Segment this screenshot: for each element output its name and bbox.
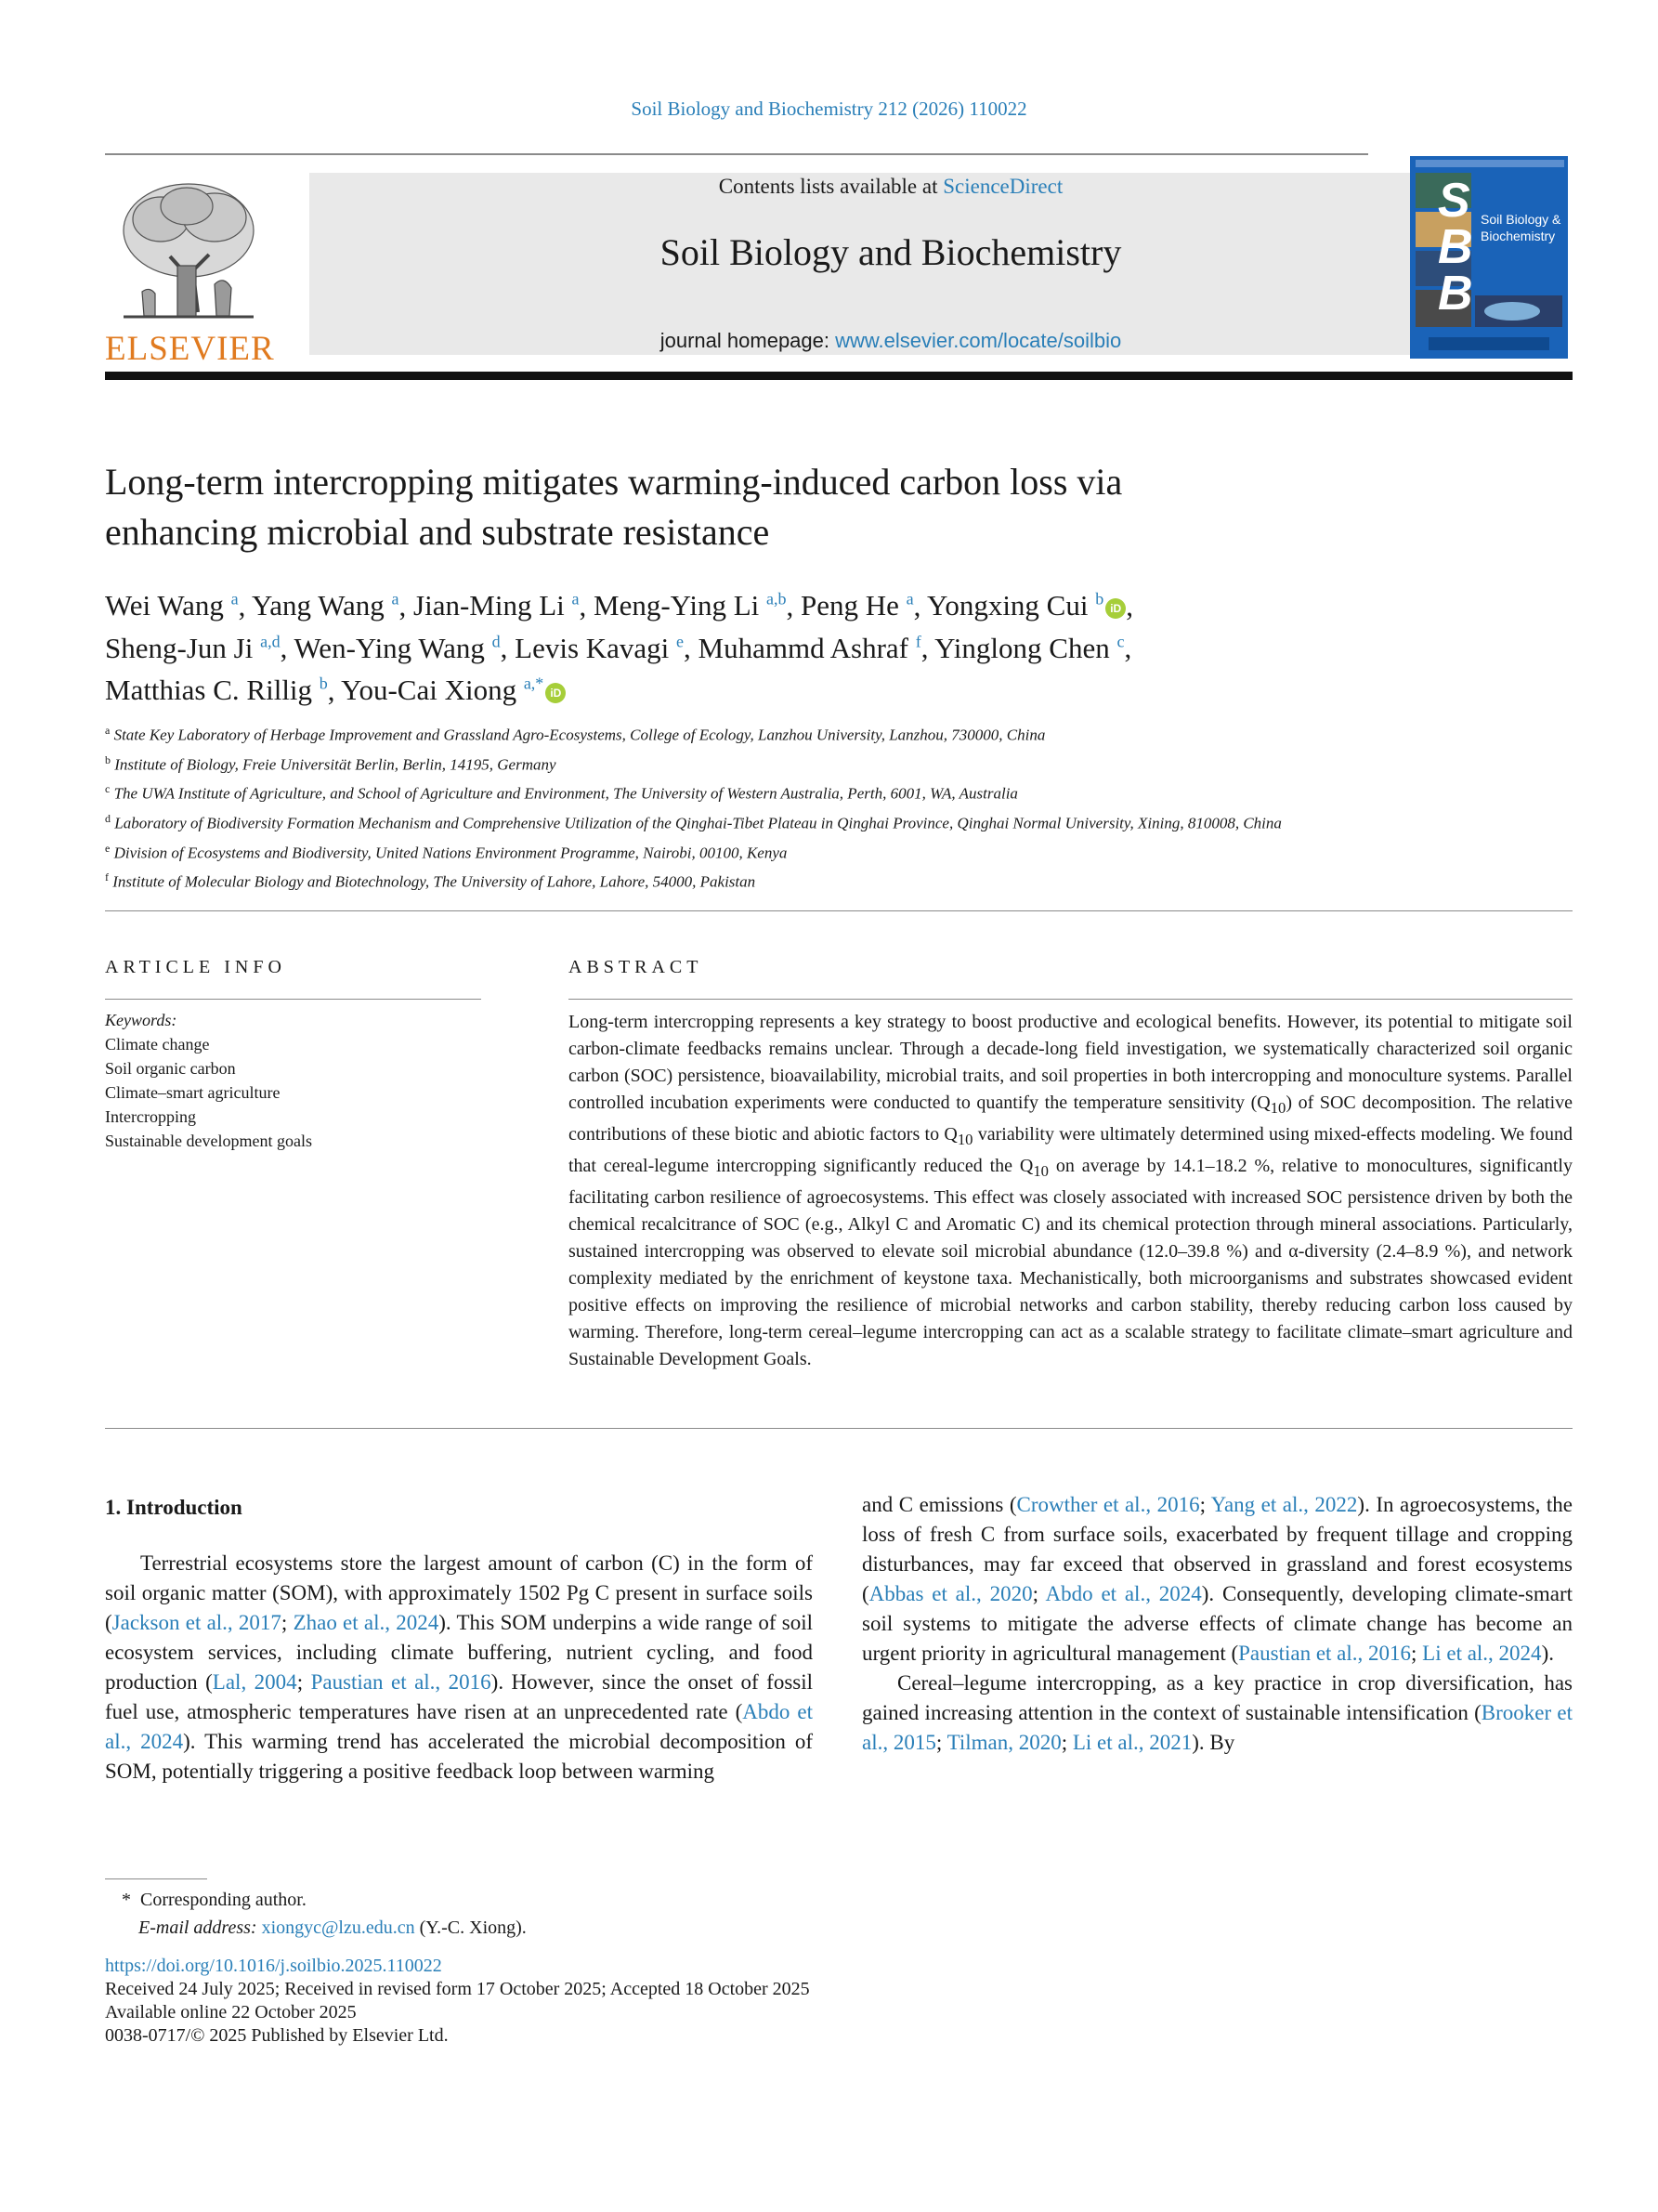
citation-link[interactable]: Li et al., 2024 [1422, 1642, 1542, 1665]
citation-link[interactable]: Lal, 2004 [212, 1670, 297, 1694]
affiliation: $^a$ State Key Laboratory of Herbage Improvement and Grassland Agro-Ecosystems, College of Ecology, Lanzhou University, Lanzhou, 730000, China [105, 724, 1046, 744]
affiliations-divider [105, 910, 1573, 911]
homepage-line [309, 329, 1472, 353]
journal-cover-thumbnail[interactable] [1410, 156, 1568, 359]
author[interactable]: Peng He $^a$ [801, 589, 914, 622]
citation-link[interactable]: Abbas et al., 2020 [868, 1582, 1033, 1605]
article-title [105, 457, 1573, 557]
author-list: Wei Wang $^a$, Yang Wang $^a$, Jian-Ming Li $^a$, Meng-Ying Li $^{a,b}$, Peng He $^a$, Yongxing Cui $^b$iD , Sheng-Jun Ji $^{a,d}$, Wen-Ying Wang $^d$, Levis Kavagi $^e$, Muhammd Ashraf $^f$, Yinglong Chen $^c$, Matthias C. Rillig $^b$, You-Cai Xiong $^{a,*}$iD [105, 589, 1133, 706]
journal-header-box [309, 173, 1472, 355]
keyword: Sustainable development goals [105, 1132, 312, 1150]
keyword: Intercropping [105, 1107, 196, 1126]
cover-letter-s: S [1438, 174, 1470, 228]
keyword: Soil organic carbon [105, 1059, 236, 1078]
introduction-heading: 1. Introduction [105, 1496, 242, 1519]
intro-paragraph-1: Terrestrial ecosystems store the largest amount of carbon (C) in the form of soil organic matter (SOM), with approximately 1502 Pg C present in surface soils (Jackson et al., 2017; Zhao et al., 2024). This SOM underpins a wide range of soil ecosystem services, including climate buffering, nutrient cycling, and food production (Lal, 2004; Paustian et al., 2016). However, since the onset of fossil fuel use, atmospheric temperatures have risen at an unprecedented rate (Abdo et al., 2024). This warming trend has accelerated the microbial decomposition of SOM, potentially triggering a positive feedback loop between warming [105, 1551, 814, 1783]
abstract-bottom-divider [105, 1428, 1573, 1429]
orcid-icon[interactable]: iD [545, 683, 566, 703]
keywords-block [105, 1008, 481, 1153]
email-suffix: (Y.-C. Xiong). [414, 1918, 527, 1938]
orcid-icon[interactable]: iD [1105, 598, 1126, 619]
masthead [105, 173, 1573, 368]
affiliation: $^f$ Institute of Molecular Biology and Biotechnology, The University of Lahore, Lahore, 54000, Pakistan [105, 870, 756, 891]
top-divider [105, 153, 1368, 155]
affiliations [105, 718, 1368, 895]
citation-link[interactable]: Jackson et al., 2017 [111, 1611, 281, 1634]
intro-paragraph-1-cont: and C emissions (Crowther et al., 2016; Yang et al., 2022). In agroecosystems, the loss of fresh C from surface soils, exacerbated by frequent tillage and cropping disturbances, may far exceed that observed in grassland and forest ecosystems (Abbas et al., 2020; Abdo et al., 2024). Consequently, developing climate-smart soil systems to mitigate the adverse effects of climate change has become an urgent priority in agricultural management (Paustian et al., 2016; Li et al., 2024). [862, 1493, 1573, 1665]
keyword: Climate change [105, 1035, 210, 1054]
doi-link[interactable]: https://doi.org/10.1016/j.soilbio.2025.110022 [105, 1956, 442, 1976]
abstract-text: Long-term intercropping represents a key strategy to boost productive and ecological benefits. However, its potential to mitigate soil carbon-climate feedbacks remains unclear. Through a decade-long field investigation, we systematically characterized soil organic carbon (SOC) persistence, bioavailability, microbial traits, and soil properties in both intercropping and monoculture systems. Parallel controlled incubation experiments were conducted to quantify the temperature sensitivity $(Q_{10})$ of SOC decomposition. The relative contributions of these biotic and abiotic factors to $Q_{10}$ variability were ultimately determined using mixed-effects modeling. We found that cereal-legume intercropping significantly reduced the $Q_{10}$ on average by 14.1–18.2 %, relative to monocultures, significantly facilitating carbon resilience of agroecosystems. This effect was closely associated with increased SOC persistence driven by both the chemical recalcitrance of SOC (e.g., Alkyl C and Aromatic C) and its chemical protection through mineral associations. Particularly, sustained intercropping was observed to elevate soil microbial abundance (12.0–39.8 %) and α-diversity (2.4–8.9 %), and network complexity mediated by the enrichment of keystone taxa. Mechanistically, both microorganisms and substrates showcased evident positive effects on improving the resilience of microbial networks and carbon stability, thereby reducing carbon loss caused by warming. Therefore, long-term cereal–legume intercropping can act as a scalable strategy to facilitate climate–smart agriculture and Sustainable Development Goals. [568, 1012, 1573, 1369]
footnote-marker: * [122, 1890, 131, 1910]
homepage-prefix: journal homepage: [659, 329, 836, 352]
contents-available-line [309, 175, 1472, 199]
cover-letter-b2: B [1438, 267, 1473, 321]
received-dates: Received 24 July 2025; Received in revised form 17 October 2025; Accepted 18 October 2025 [105, 1979, 810, 1999]
citation-link[interactable]: Abdo et al., 2024 [1045, 1582, 1202, 1605]
affiliation: $^b$ Institute of Biology, Freie Universität Berlin, Berlin, 14195, Germany [105, 753, 556, 774]
abstract-divider [568, 999, 1573, 1000]
affiliation: $^e$ Division of Ecosystems and Biodiversity, United Nations Environment Programme, Nairobi, 00100, Kenya [105, 841, 788, 862]
intro-paragraph-2: Cereal–legume intercropping, as a key practice in crop diversification, has gained increasing attention in the context of sustainable intensification (Brooker et al., 2015; Tilman, 2020; Li et al., 2021). By [862, 1671, 1573, 1754]
abstract-heading: ABSTRACT [568, 957, 703, 977]
author[interactable]: Yang Wang $^a$ [251, 589, 399, 622]
citation-link[interactable]: Zhao et al., 2024 [293, 1611, 439, 1634]
email-link[interactable]: xiongyc@lzu.edu.cn [261, 1918, 415, 1938]
email-label: E-mail address: [138, 1918, 262, 1938]
citation-link[interactable]: Paustian et al., 2016 [1238, 1642, 1412, 1665]
footnote-divider [105, 1878, 207, 1879]
journal-reference-link[interactable]: Soil Biology and Biochemistry 212 (2026) 110022 [631, 98, 1027, 120]
sciencedirect-link[interactable]: ScienceDirect [943, 175, 1064, 198]
journal-name: Soil Biology and Biochemistry [659, 231, 1122, 273]
corresponding-label: Corresponding author. [140, 1890, 307, 1910]
citation-link[interactable]: Brooker et al., 2015 [862, 1701, 1573, 1754]
citation-link[interactable]: Tilman, 2020 [946, 1731, 1062, 1754]
author[interactable]: Yongxing Cui $^b$ [927, 589, 1104, 622]
header-thick-divider [105, 372, 1573, 380]
intro-column-right [862, 1490, 1573, 1758]
article-info-heading: ARTICLE INFO [105, 957, 286, 977]
author[interactable]: Wei Wang $^a$ [105, 589, 239, 622]
citation-link[interactable]: Crowther et al., 2016 [1016, 1493, 1200, 1516]
affiliation: $^c$ The UWA Institute of Agriculture, and School of Agriculture and Environment, The University of Western Australia, Perth, 6001, WA, Australia [105, 782, 1018, 803]
citation-link[interactable]: Yang et al., 2022 [1210, 1493, 1358, 1516]
author[interactable]: Matthias C. Rillig $^b$ [105, 673, 328, 706]
author[interactable]: Yinglong Chen $^c$ [934, 631, 1125, 664]
author[interactable]: You-Cai Xiong $^{a,*}$ [341, 673, 544, 706]
available-online: Available online 22 October 2025 [105, 2002, 357, 2022]
keywords-label: Keywords: [105, 1011, 177, 1029]
affiliation: $^d$ Laboratory of Biodiversity Formation Mechanism and Comprehensive Utilization of the Qinghai-Tibet Plateau in Qinghai Province, Qinghai Normal University, Xining, 810008, China [105, 811, 1282, 832]
citation-link[interactable]: Abdo et al., 2024 [105, 1700, 813, 1753]
contents-prefix: Contents lists available at [718, 175, 944, 198]
corresponding-author-footnote [105, 1886, 527, 1942]
publication-info [105, 1955, 810, 2048]
title-line-2: enhancing microbial and substrate resistance [105, 511, 770, 553]
author[interactable]: Meng-Ying Li $^{a,b}$ [594, 589, 787, 622]
intro-column-left [105, 1549, 813, 1787]
citation-link[interactable]: Li et al., 2021 [1072, 1731, 1193, 1754]
author[interactable]: Muhammd Ashraf $^f$ [698, 631, 921, 664]
author[interactable]: Sheng-Jun Ji $^{a,d}$ [105, 631, 281, 664]
homepage-link[interactable]: www.elsevier.com/locate/soilbio [835, 329, 1122, 352]
author[interactable]: Wen-Ying Wang $^d$ [294, 631, 501, 664]
author[interactable]: Jian-Ming Li $^a$ [413, 589, 580, 622]
article-info-divider [105, 999, 481, 1000]
citation-link[interactable]: Paustian et al., 2016 [310, 1670, 491, 1694]
keyword: Climate–smart agriculture [105, 1083, 281, 1102]
author[interactable]: Levis Kavagi $^e$ [515, 631, 685, 664]
title-line-1: Long-term intercropping mitigates warming-induced carbon loss via [105, 461, 1123, 503]
copyright: 0038-0717/© 2025 Published by Elsevier Ltd. [105, 2025, 449, 2046]
cover-title-2: Biochemistry [1481, 229, 1556, 243]
cover-letter-b1: B [1438, 220, 1473, 274]
cover-title-1: Soil Biology & [1481, 212, 1561, 227]
publisher-wordmark: ELSEVIER [105, 330, 275, 368]
